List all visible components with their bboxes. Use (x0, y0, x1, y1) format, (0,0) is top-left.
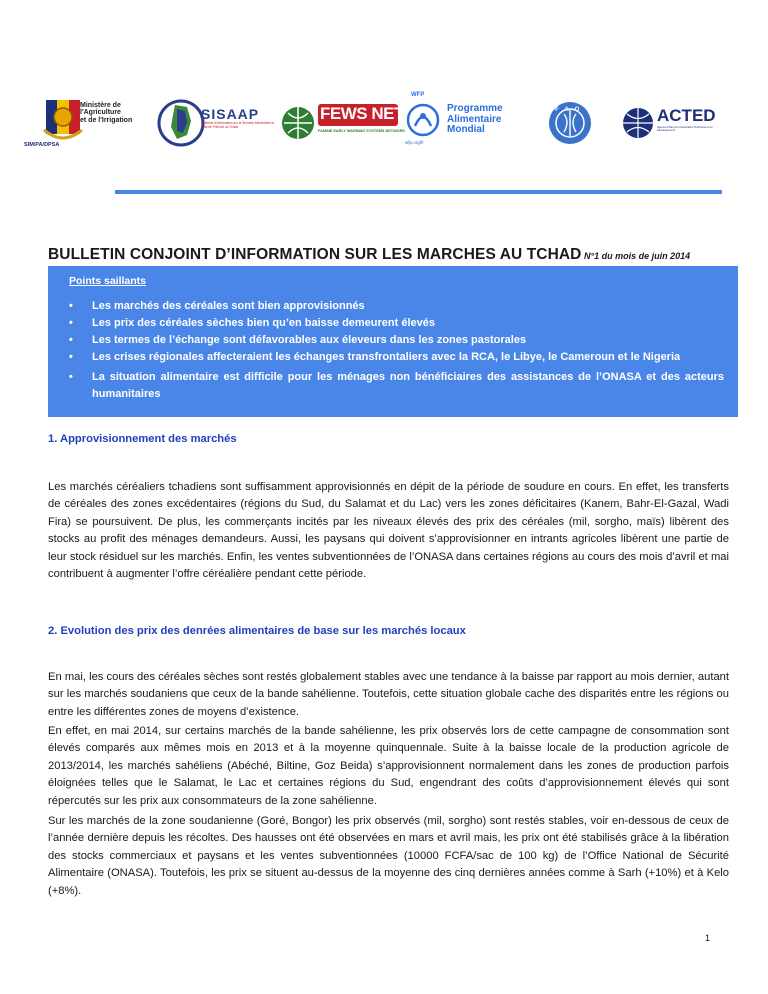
fewsnet-globe-icon (280, 101, 316, 145)
wfp-url: wfp.org/fr (405, 140, 424, 145)
ministry-caption: SIM/PA/DPSA (24, 142, 60, 148)
bullet-icon: • (69, 351, 73, 363)
fewsnet-subtitle: FAMINE EARLY WARNING SYSTEMS NETWORK (318, 129, 406, 133)
ministry-line-2: l'Agriculture (80, 109, 121, 117)
section-1-title: 1. Approvisionnement des marchés (48, 433, 237, 445)
highlights-title: Points saillants (69, 275, 147, 287)
acted-globe-icon (621, 106, 655, 140)
sisaap-subtitle: Système d'Information sur la Sécurité Alimentaire et d'Alerte Précoce au Tchad (201, 121, 275, 129)
ministry-logo (24, 92, 150, 154)
wfp-line-3: Mondial (447, 124, 485, 135)
wfp-logo (405, 92, 535, 154)
section-2-paragraph-1: En mai, les cours des céréales sèches sont restés globalement stables avec une tendance à la baisse par rapport au mois dernier, autant sur les marchés soudaniens que ceux de la bande sahélienne. Toutefois, cette situation globale cache des disparités entre les régions ou entre les différentes zones de moyens d’existence. (48, 671, 729, 718)
highlight-text: Les crises régionales affecteraient les échanges transfrontaliers avec la RCA, le Libye, le Cameroun et le Nigeria (92, 351, 681, 363)
section-2-paragraph-2: En effet, en mai 2014, sur certains marchés de la bande sahélienne, les prix observés lors de cette campagne de consommation sont élevés comparés aux mêmes mois en 2013 et à la moyenne quinquennale. Suite à la baisse locale de la production agricole de 2013/2014, les marchés sahéliens (Abéché, Biltine, Goz Beida) s’approvisionnent normalement dans les zones de production parfois éloignées telles que le Salamat, le Lac et certaines régions du Sud, engendrant des coûts d’approvisionnement élevés qui sont répercutés sur les prix aux consommateurs de la zone sahélienne. (48, 725, 729, 807)
highlight-item (69, 298, 724, 315)
ministry-line-1: Ministère de (80, 102, 121, 109)
highlight-item (69, 349, 724, 366)
highlight-text: Les prix des céréales sèches bien qu’en baisse demeurent élevés (92, 317, 436, 329)
bulletin-edition: N°1 du mois de juin 2014 (584, 251, 691, 261)
wfp-line-2: Alimentaire (447, 113, 502, 125)
highlight-text: La situation alimentaire est difficile pour les ménages non bénéficiaires des assistances de l’ONASA et des acteurs humanitaires (92, 371, 724, 400)
section-2-title: 2. Evolution des prix des denrées alimentaires de base sur les marchés locaux (48, 625, 466, 637)
highlight-item (69, 332, 724, 349)
fao-letters: FAO (555, 107, 586, 113)
bulletin-title: BULLETIN CONJOINT D’INFORMATION SUR LES MARCHES AU TCHAD (48, 246, 582, 263)
fewsnet-logo (280, 92, 406, 154)
fao-logo (547, 92, 597, 154)
section-1-paragraph: Les marchés céréaliers tchadiens sont suffisamment approvisionnés en dépit de la période de soudure en cours. En effet, les transferts de céréales des zones excédentaires (régions du Sud, du Salamat et du Lac) vers les zones déficitaires (Kanem, Bahr-El-Gazal, Wadi Fira) se poursuivent. De plus, les commerçants incités par les niveaux élevés des prix des céréales (mil, sorgho, maïs) libèrent des stocks au profit des ménages demandeurs. Aussi, les paysans qui doivent s’approvisionner en intrants agricoles libèrent une partie de leur stock résiduel sur les marchés. Enfin, les ventes subventionnées de l’ONASA dans certaines régions au cours des mois d’avril et mai contribuent à augmenter l’offre céréalière pendant cette période. (48, 481, 729, 581)
highlight-item (69, 369, 724, 403)
ministry-line-3: et de l'Irrigation (80, 116, 133, 124)
highlight-text: Les marchés des céréales sont bien approvisionnés (92, 300, 365, 312)
sisaap-logo (157, 92, 277, 154)
page-number: 1 (705, 933, 711, 943)
wfp-line-1: Programme (447, 103, 503, 114)
highlight-item (69, 315, 724, 332)
sisaap-map-icon (157, 95, 205, 151)
bullet-icon: • (69, 334, 73, 346)
acted-logo (621, 92, 731, 154)
fewsnet-name: FEWS NET (320, 104, 404, 123)
bullet-icon: • (69, 317, 73, 329)
sisaap-name: SISAAP (201, 106, 260, 122)
wfp-acronym: WFP (411, 92, 425, 98)
section-2-paragraph-3: Sur les marchés de la zone soudanienne (Goré, Bongor) les prix observés (mil, sorgho) sont restés stables, voir en-dessous de ceux de l’année dernière depuis les récoltes. Des hausses ont été observées en mars et avril mais, les prix ont été stabilisés grâce à la libération des stocks commerciaux et paysans et les ventes subventionnées (10000 FCFA/sac de 100 kg) de l’Office National de Sécurité Alimentaire (ONASA). Toutefois, les prix se situent au-dessus de la moyenne des cinq dernières années comme à Sarh (+10%) et à Kelo (+8%). (48, 815, 729, 897)
wfp-emblem-icon (405, 100, 441, 140)
acted-name: ACTED (657, 106, 716, 125)
acted-subtitle: Agence d'Aide à la Coopération Technique et au Développement (657, 126, 713, 132)
bullet-icon: • (69, 300, 73, 312)
highlights-list (69, 298, 724, 403)
bullet-icon: • (69, 371, 73, 383)
highlights-box (48, 266, 738, 417)
header-divider (115, 190, 722, 194)
highlight-text: Les termes de l’échange sont défavorables aux éleveurs dans les zones pastorales (92, 334, 527, 346)
partner-logos (24, 92, 740, 154)
